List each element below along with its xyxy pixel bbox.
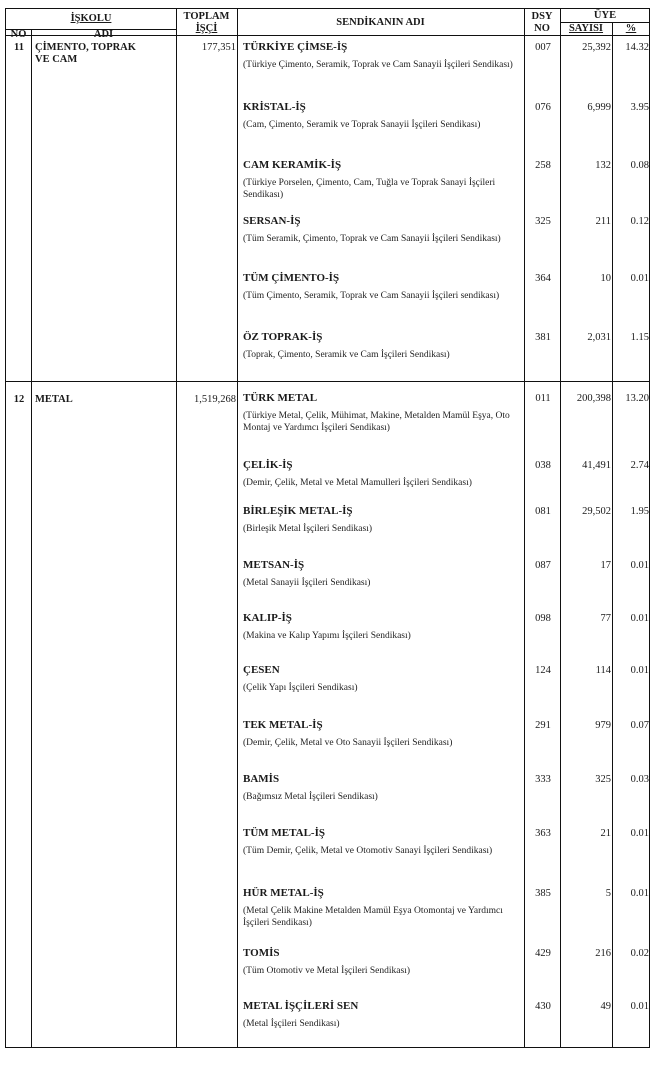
section-name	[35, 394, 175, 406]
union-full-name: (Tüm Seramik, Çimento, Toprak ve Cam Sanayii İşçileri Sendikası)	[243, 234, 501, 244]
col-divider-no	[31, 30, 32, 1047]
union-full-name: (Birleşik Metal İşçileri Sendikası)	[243, 524, 373, 534]
member-count-cell: 325	[595, 774, 611, 785]
union-short-name: METSAN-İŞ	[243, 559, 305, 571]
dsy-no-cell: 291	[535, 720, 551, 731]
member-count-cell: 10	[600, 273, 611, 284]
union-name-cell	[243, 664, 528, 694]
header-dsy: DSY	[531, 11, 553, 22]
header-sayisi: SAYISI	[568, 23, 604, 34]
union-short-name: METAL İŞÇİLERİ SEN	[243, 1000, 359, 1012]
union-short-name: HÜR METAL-İŞ	[243, 887, 324, 899]
union-full-name: (Toprak, Çimento, Seramik ve Cam İşçileri Sendikası)	[243, 350, 450, 360]
dsy-no-cell: 087	[535, 560, 551, 571]
union-full-name: (Cam, Çimento, Seramik ve Toprak Sanayii İşçileri Sendikası)	[243, 120, 481, 130]
header-uye: ÜYE	[593, 10, 617, 21]
member-percent-cell: 0.12	[630, 216, 649, 227]
member-percent-cell: 13.20	[625, 393, 649, 404]
union-name-cell	[243, 392, 528, 434]
member-percent-cell: 0.08	[630, 160, 649, 171]
dsy-no-cell: 007	[535, 42, 551, 53]
header-toplam: TOPLAM	[183, 11, 230, 22]
union-name-cell	[243, 272, 528, 302]
dsy-no-cell: 081	[535, 506, 551, 517]
member-count-cell: 6,999	[587, 102, 611, 113]
member-count-cell: 17	[600, 560, 611, 571]
union-short-name: TÜRK METAL	[243, 392, 318, 404]
member-percent-cell: 2.74	[630, 460, 649, 471]
header-no: NO	[10, 29, 27, 40]
section-divider	[6, 381, 649, 382]
dsy-no-cell: 325	[535, 216, 551, 227]
member-percent-cell: 0.07	[630, 720, 649, 731]
union-short-name: KRİSTAL-İŞ	[243, 101, 306, 113]
member-count-cell: 41,491	[582, 460, 611, 471]
union-short-name: TÜRKİYE ÇİMSE-İŞ	[243, 41, 348, 53]
member-count-cell: 21	[600, 828, 611, 839]
dsy-no-cell: 429	[535, 948, 551, 959]
member-count-cell: 29,502	[582, 506, 611, 517]
col-divider-adi	[176, 9, 177, 1047]
member-count-cell: 77	[600, 613, 611, 624]
union-name-cell	[243, 612, 528, 642]
union-short-name: TÜM METAL-İŞ	[243, 827, 325, 839]
union-full-name: (Metal Çelik Makine Metalden Mamül Eşya Otomontaj ve Yardımcı İşçileri Sendikası)	[243, 906, 503, 928]
union-name-cell	[243, 505, 528, 535]
member-count-cell: 114	[595, 665, 611, 676]
section-total-workers: 1,519,268	[194, 394, 236, 405]
union-full-name: (Türkiye Metal, Çelik, Mühimat, Makine, Metalden Mamül Eşya, Oto Montaj ve Yardımcı İşçileri Sendikası)	[243, 411, 510, 433]
dsy-no-cell: 076	[535, 102, 551, 113]
member-percent-cell: 3.95	[630, 102, 649, 113]
union-full-name: (Türkiye Porselen, Çimento, Cam, Tuğla ve Toprak Sanayi İşçileri Sendikası)	[243, 178, 496, 200]
union-short-name: KALIP-İŞ	[243, 612, 292, 624]
section-no: 12	[13, 394, 25, 405]
section-total-workers: 177,351	[201, 42, 236, 53]
dsy-no-cell: 364	[535, 273, 551, 284]
header-dsy-no: NO	[534, 23, 550, 34]
section-name-line1: ÇİMENTO, TOPRAK	[35, 42, 136, 53]
member-count-cell: 200,398	[576, 393, 611, 404]
union-name-cell	[243, 215, 528, 245]
union-full-name: (Tüm Demir, Çelik, Metal ve Otomotiv Sanayi İşçileri Sendikası)	[243, 846, 493, 856]
member-percent-cell: 0.01	[630, 560, 649, 571]
member-count-cell: 49	[600, 1001, 611, 1012]
union-short-name: TEK METAL-İŞ	[243, 719, 323, 731]
member-percent-cell: 0.01	[630, 1001, 649, 1012]
section-name-line1: METAL	[35, 394, 73, 405]
union-full-name: (Makina ve Kalıp Yapımı İşçileri Sendikası)	[243, 631, 411, 641]
header-iskolu: İŞKOLU	[70, 13, 112, 24]
header-percent: %	[625, 23, 637, 34]
member-percent-cell: 0.01	[630, 828, 649, 839]
union-name-cell	[243, 1000, 528, 1030]
header-adi: ADI	[93, 29, 114, 40]
dsy-no-cell: 011	[535, 393, 551, 404]
union-short-name: ÇELİK-İŞ	[243, 459, 293, 471]
member-count-cell: 2,031	[587, 332, 611, 343]
union-name-cell	[243, 41, 528, 71]
union-short-name: BİRLEŞİK METAL-İŞ	[243, 505, 353, 517]
member-percent-cell: 1.15	[630, 332, 649, 343]
union-short-name: TÜM ÇİMENTO-İŞ	[243, 272, 340, 284]
dsy-no-cell: 124	[535, 665, 551, 676]
dsy-no-cell: 258	[535, 160, 551, 171]
member-percent-cell: 1.95	[630, 506, 649, 517]
member-percent-cell: 0.01	[630, 613, 649, 624]
member-count-cell: 25,392	[582, 42, 611, 53]
union-short-name: SERSAN-İŞ	[243, 215, 301, 227]
union-short-name: BAMİS	[243, 773, 280, 785]
union-full-name: (Demir, Çelik, Metal ve Oto Sanayii İşçileri Sendikası)	[243, 738, 453, 748]
member-count-cell: 216	[595, 948, 611, 959]
union-full-name: (Tüm Otomotiv ve Metal İşçileri Sendikası)	[243, 966, 411, 976]
member-count-cell: 211	[595, 216, 611, 227]
member-percent-cell: 0.01	[630, 273, 649, 284]
union-name-cell	[243, 773, 528, 803]
union-short-name: ÇESEN	[243, 664, 280, 676]
col-divider-toplam	[237, 9, 238, 1047]
member-percent-cell: 0.01	[630, 888, 649, 899]
header-isci: İŞÇİ	[195, 23, 218, 34]
union-full-name: (Tüm Çimento, Seramik, Toprak ve Cam Sanayii İşçileri sendikası)	[243, 291, 500, 301]
member-count-cell: 5	[605, 888, 611, 899]
union-short-name: CAM KERAMİK-İŞ	[243, 159, 342, 171]
union-membership-table	[5, 8, 650, 1048]
member-percent-cell: 14.32	[625, 42, 649, 53]
dsy-no-cell: 098	[535, 613, 551, 624]
union-short-name: TOMİS	[243, 947, 280, 959]
union-short-name: ÖZ TOPRAK-İŞ	[243, 331, 323, 343]
union-full-name: (Metal İşçileri Sendikası)	[243, 1019, 340, 1029]
dsy-no-cell: 381	[535, 332, 551, 343]
union-full-name: (Türkiye Çimento, Seramik, Toprak ve Cam Sanayii İşçileri Sendikası)	[243, 60, 513, 70]
union-full-name: (Çelik Yapı İşçileri Sendikası)	[243, 683, 358, 693]
union-full-name: (Bağımsız Metal İşçileri Sendikası)	[243, 792, 378, 802]
union-name-cell	[243, 827, 528, 857]
union-name-cell	[243, 947, 528, 977]
member-percent-cell: 0.03	[630, 774, 649, 785]
dsy-no-cell: 333	[535, 774, 551, 785]
member-percent-cell: 0.01	[630, 665, 649, 676]
section-name	[35, 42, 175, 66]
union-full-name: (Demir, Çelik, Metal ve Metal Mamulleri İşçileri Sendikası)	[243, 478, 472, 488]
union-name-cell	[243, 459, 528, 489]
section-name-line2: VE CAM	[35, 54, 78, 65]
union-name-cell	[243, 887, 528, 929]
dsy-no-cell: 363	[535, 828, 551, 839]
member-count-cell: 132	[595, 160, 611, 171]
member-count-cell: 979	[595, 720, 611, 731]
header-sendikanin-adi: SENDİKANIN ADI	[336, 17, 425, 28]
dsy-no-cell: 430	[535, 1001, 551, 1012]
member-percent-cell: 0.02	[630, 948, 649, 959]
union-name-cell	[243, 559, 528, 589]
section-no: 11	[14, 42, 24, 53]
dsy-no-cell: 038	[535, 460, 551, 471]
union-name-cell	[243, 159, 528, 201]
union-name-cell	[243, 719, 528, 749]
union-name-cell	[243, 331, 528, 361]
union-full-name: (Metal Sanayii İşçileri Sendikası)	[243, 578, 371, 588]
union-name-cell	[243, 101, 528, 131]
dsy-no-cell: 385	[535, 888, 551, 899]
